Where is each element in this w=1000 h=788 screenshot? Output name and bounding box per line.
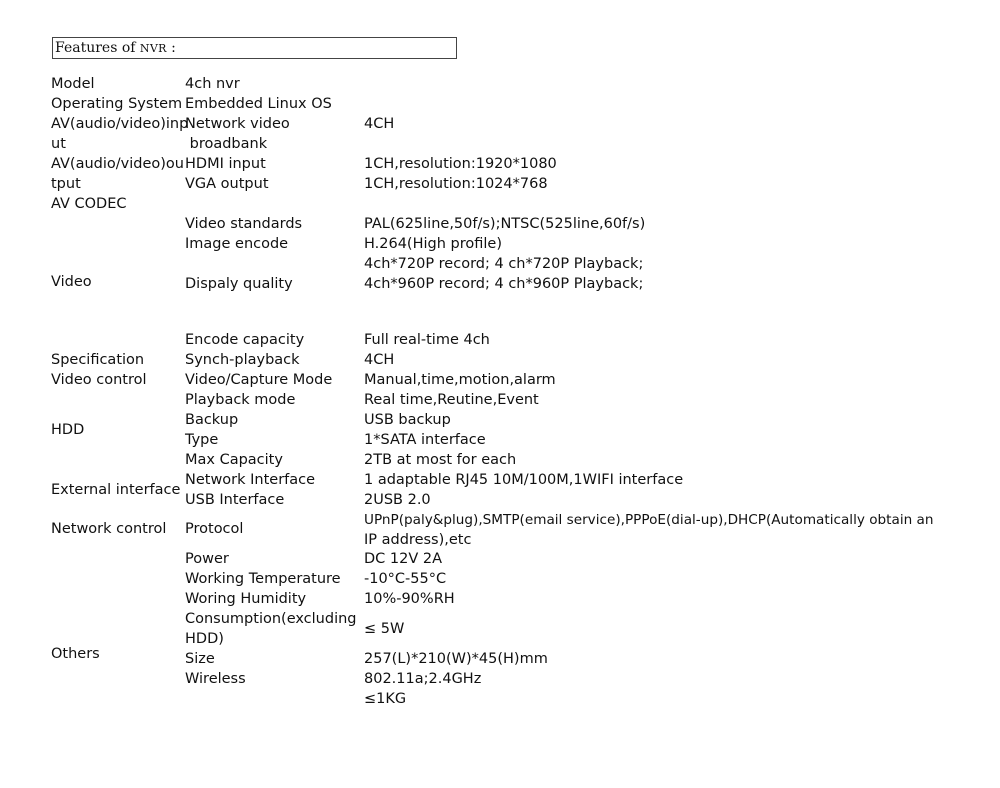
model-label: Model (51, 76, 95, 92)
working-temperature-value: -10°C-55°C (364, 571, 447, 587)
size-label: Size (185, 651, 215, 667)
power-value: DC 12V 2A (364, 551, 443, 567)
image-encode-value: H.264(High profile) (364, 236, 502, 252)
max-capacity-value: 2TB at most for each (364, 452, 517, 468)
display-quality-label: Dispaly quality (185, 276, 293, 292)
capture-mode-label: Video/Capture Mode (185, 372, 333, 388)
type-label: Type (185, 432, 219, 448)
consumption-label-cont: HDD) (185, 631, 224, 647)
video-label: Video (51, 274, 92, 290)
working-humidity-value: 10%-90%RH (364, 591, 455, 607)
capture-mode-value: Manual,time,motion,alarm (364, 372, 556, 388)
title-nvr: NVR (139, 42, 167, 55)
network-video-label: Network video (185, 116, 290, 132)
av-output-label: AV(audio/video)ou (51, 156, 184, 172)
vga-output-value: 1CH,resolution:1024*768 (364, 176, 548, 192)
network-control-label: Network control (51, 521, 167, 537)
display-quality-960p: 4ch*960P record; 4 ch*960P Playback; (364, 276, 644, 292)
network-video-value: 4CH (364, 116, 395, 132)
wireless-label: Wireless (185, 671, 246, 687)
av-input-label: AV(audio/video)inp (51, 116, 189, 132)
encode-capacity-value: Full real-time 4ch (364, 332, 490, 348)
usb-interface-value: 2USB 2.0 (364, 492, 431, 508)
protocol-value-cont: IP address),etc (364, 532, 472, 548)
video-standards-label: Video standards (185, 216, 303, 232)
consumption-label: Consumption(excluding (185, 611, 357, 627)
broadbank-label: broadbank (185, 136, 268, 152)
max-capacity-label: Max Capacity (185, 452, 283, 468)
consumption-value: ≤ 5W (364, 621, 405, 637)
title-text: Features of (55, 40, 136, 56)
hdd-label: HDD (51, 422, 85, 438)
working-temperature-label: Working Temperature (185, 571, 341, 587)
av-codec-label: AV CODEC (51, 196, 127, 212)
hdmi-input-label: HDMI input (185, 156, 266, 172)
vga-output-label: VGA output (185, 176, 269, 192)
backup-label: Backup (185, 412, 239, 428)
playback-mode-label: Playback mode (185, 392, 296, 408)
video-standards-value: PAL(625line,50f/s);NTSC(525line,60f/s) (364, 216, 646, 232)
external-interface-label: External interface (51, 482, 181, 498)
synch-playback-label: Synch-playback (185, 352, 300, 368)
encode-capacity-label: Encode capacity (185, 332, 305, 348)
av-input-label-cont: ut (51, 136, 66, 152)
weight-value: ≤1KG (364, 691, 407, 707)
features-title (52, 37, 457, 59)
wireless-value: 802.11a;2.4GHz (364, 671, 482, 687)
usb-interface-label: USB Interface (185, 492, 285, 508)
video-control-label: Video control (51, 372, 147, 388)
display-quality-720p: 4ch*720P record; 4 ch*720P Playback; (364, 256, 644, 272)
hdmi-input-value: 1CH,resolution:1920*1080 (364, 156, 557, 172)
av-output-label-cont: tput (51, 176, 81, 192)
os-value: Embedded Linux OS (185, 96, 332, 112)
synch-playback-value: 4CH (364, 352, 395, 368)
network-interface-value: 1 adaptable RJ45 10M/100M,1WIFI interface (364, 472, 684, 488)
model-value: 4ch nvr (185, 76, 240, 92)
type-value: 1*SATA interface (364, 432, 486, 448)
os-label: Operating System (51, 96, 183, 112)
power-label: Power (185, 551, 229, 567)
backup-value: USB backup (364, 412, 451, 428)
size-value: 257(L)*210(W)*45(H)mm (364, 651, 548, 667)
working-humidity-label: Woring Humidity (185, 591, 307, 607)
image-encode-label: Image encode (185, 236, 289, 252)
playback-mode-value: Real time,Reutine,Event (364, 392, 539, 408)
others-label: Others (51, 646, 100, 662)
protocol-label: Protocol (185, 521, 244, 537)
title-colon: : (171, 40, 176, 56)
protocol-value: UPnP(paly&plug),SMTP(email service),PPPoE(dial-up),DHCP(Automatically obtain an (364, 512, 934, 528)
specification-label: Specification (51, 352, 145, 368)
network-interface-label: Network Interface (185, 472, 316, 488)
